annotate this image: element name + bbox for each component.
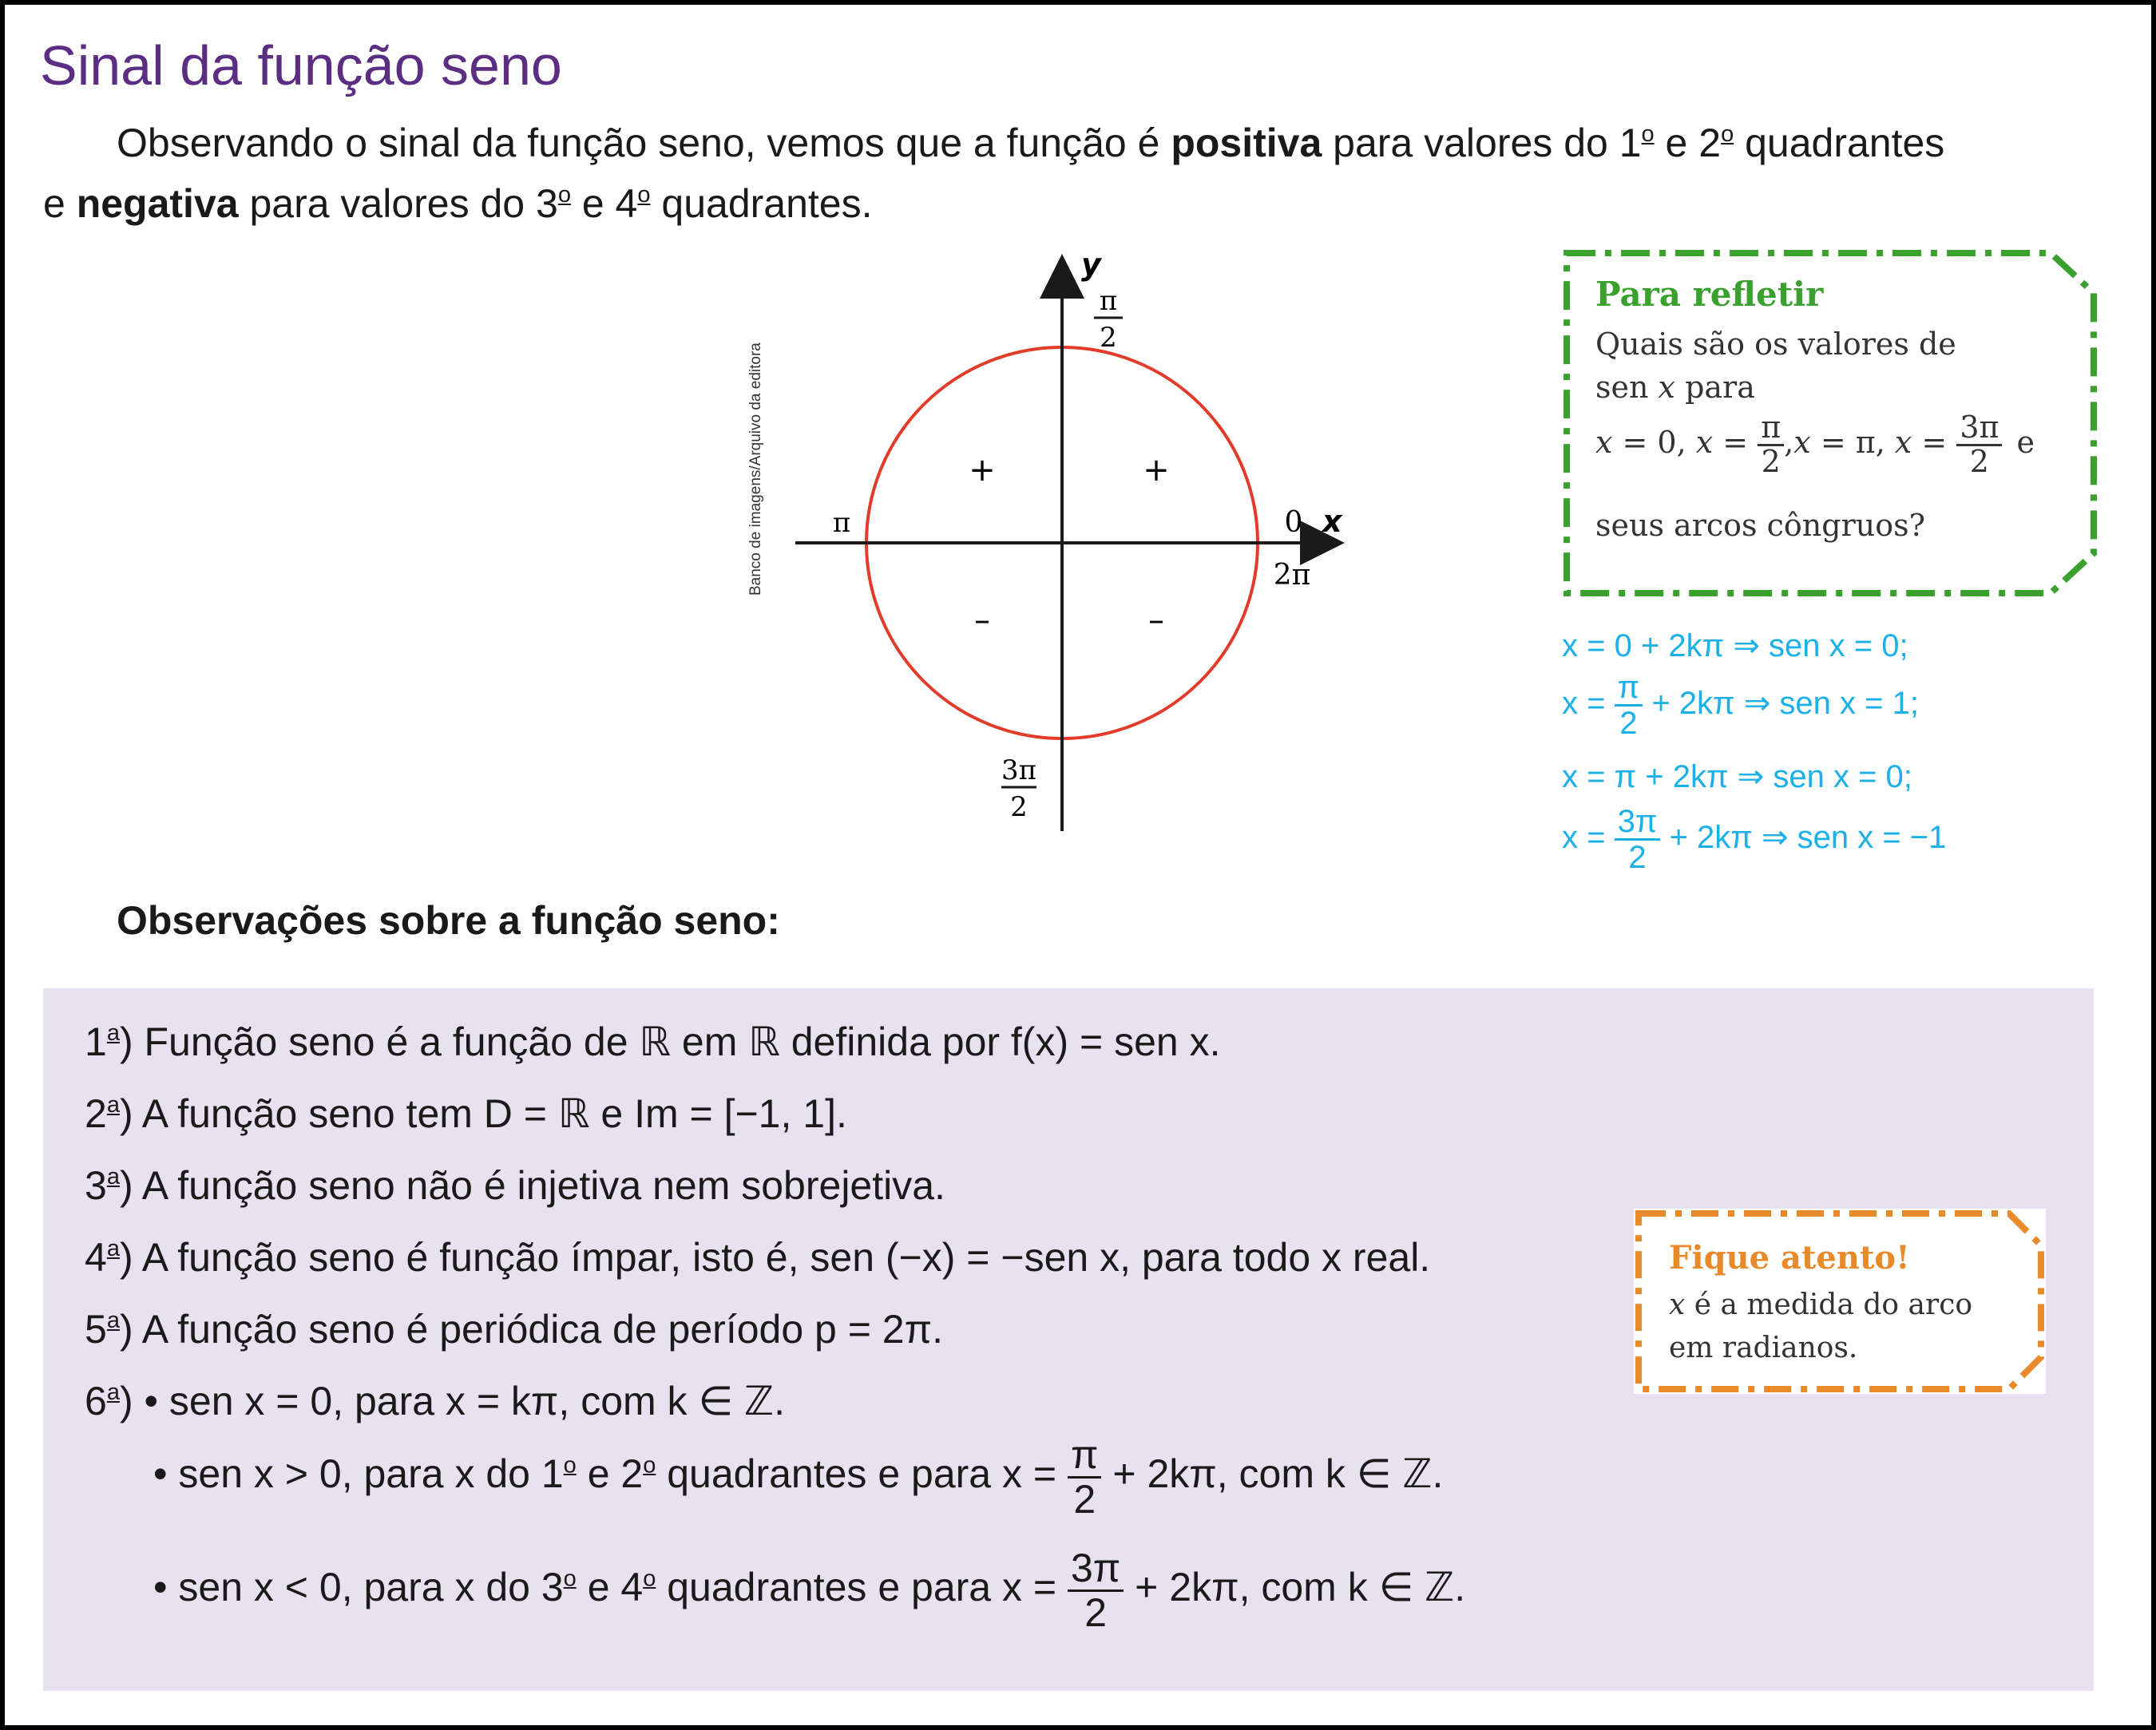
intro-text: Observando o sinal da função seno, vemos que a função é (117, 121, 1171, 165)
reflect-last-line: seus arcos côngruos? (1595, 508, 1925, 543)
frac-num: 3π (1615, 805, 1661, 841)
intro-text: para valores do 3 (238, 181, 558, 226)
answer-text: + 2kπ ⇒ sen x = 1; (1643, 686, 1919, 722)
math-var: x (1894, 424, 1912, 460)
obs-number: 1 (85, 1019, 107, 1064)
obs-text: • sen x < 0, para x do 3 (153, 1565, 564, 1610)
fraction (1068, 1547, 1124, 1633)
obs-text: quadrantes e para x = (656, 1565, 1068, 1610)
frac-den: 2 (1761, 443, 1781, 479)
obs-text: e 2 (576, 1451, 644, 1497)
attention-text (1669, 1284, 1972, 1370)
attention-title: Fique atento! (1669, 1239, 1910, 1277)
obs-text: + 2kπ, com k ∈ ℤ. (1101, 1451, 1444, 1497)
frac-num: π (1068, 1434, 1102, 1479)
page-title: Sinal da função seno (40, 34, 562, 97)
obs-number: 3 (85, 1163, 107, 1208)
obs-number: 6 (85, 1379, 107, 1423)
answer-1: x = 0 + 2kπ ⇒ sen x = 0; (1562, 628, 1908, 663)
math-text: = (1912, 424, 1957, 460)
obs-number: 5 (85, 1307, 107, 1352)
frac-den: 2 (1628, 840, 1647, 875)
ordinal-mark: o (563, 1452, 577, 1479)
ordinal-mark: a (106, 1236, 120, 1262)
intro-text: quadrantes. (650, 181, 873, 226)
ordinal-mark: o (563, 1566, 577, 1592)
math-text: = (1713, 424, 1758, 460)
intro-paragraph (43, 113, 2119, 234)
label-zero: 0 (1284, 506, 1303, 539)
observation-5 (85, 1306, 943, 1352)
image-credit: Banco de imagens/Arquivo da editora (747, 342, 764, 596)
reflect-equation (1595, 412, 2035, 478)
attention-line: em radianos. (1669, 1332, 1858, 1364)
observation-4 (85, 1234, 1430, 1281)
fraction (1615, 671, 1643, 740)
obs-text: ) A função seno tem D = ℝ e Im = [−1, 1]. (119, 1091, 847, 1136)
obs-text: ) A função seno é função ímpar, isto é, sen (−x) = −sen x, para todo x real. (119, 1235, 1431, 1280)
x-axis-label: x (1322, 504, 1342, 539)
ordinal-mark: o (557, 182, 571, 208)
reflect-line (1595, 366, 1956, 409)
fraction (1615, 805, 1661, 874)
quadrant-3-sign: – (974, 602, 990, 639)
frac-num: 3π (1068, 1547, 1124, 1592)
fraction (1068, 1434, 1102, 1520)
math-var: x (1595, 424, 1613, 460)
math-text: = π, (1810, 424, 1895, 460)
label-3pi-over-2-num: 3π (1001, 754, 1036, 786)
reflect-text: para (1674, 370, 1755, 405)
frac-num: π (1758, 412, 1784, 446)
answer-4 (1562, 805, 1946, 874)
quadrant-4-sign: – (1148, 602, 1164, 639)
fraction-3pi-over-2 (1956, 412, 2002, 478)
reflect-text: sen (1595, 370, 1659, 405)
intro-text: e 4 (570, 181, 638, 226)
ordinal-mark: o (637, 182, 651, 208)
ordinal-mark: o (1641, 121, 1655, 148)
math-var: x (1669, 1289, 1686, 1321)
math-text: = 0, (1612, 424, 1696, 460)
intro-text: quadrantes (1734, 121, 1945, 165)
frac-num: 3π (1956, 412, 2002, 446)
math-text: e (2016, 424, 2035, 460)
frac-num: π (1615, 671, 1643, 707)
quadrant-2-sign: + (969, 452, 996, 489)
label-pi-over-2-num: π (1099, 285, 1118, 317)
answer-text: x = (1562, 820, 1615, 856)
ordinal-mark: o (643, 1452, 656, 1479)
ordinal-mark: o (1721, 121, 1734, 148)
math-var: x (1695, 424, 1714, 460)
obs-text: + 2kπ, com k ∈ ℤ. (1124, 1565, 1466, 1610)
intro-text: para valores do 1 (1322, 121, 1642, 165)
frac-den: 2 (1619, 706, 1638, 741)
frac-den: 2 (1084, 1589, 1108, 1635)
intro-text: e 2 (1654, 121, 1722, 165)
attention-line-text: é a medida do arco (1685, 1289, 1973, 1321)
answer-3: x = π + 2kπ ⇒ sen x = 0; (1562, 759, 1912, 794)
ordinal-mark: o (643, 1566, 656, 1592)
obs-text: ) A função seno é periódica de período p = 2π. (119, 1307, 944, 1352)
label-3pi-over-2-den: 2 (1010, 791, 1028, 823)
reflect-title: Para refletir (1595, 275, 1824, 314)
ordinal-mark: a (106, 1092, 120, 1118)
obs-text: e 4 (576, 1565, 644, 1610)
y-axis-label: y (1081, 247, 1101, 282)
observation-6 (85, 1378, 785, 1424)
label-pi: π (832, 507, 851, 539)
obs-text: ) • sen x = 0, para x = kπ, com k ∈ ℤ. (119, 1379, 786, 1423)
answer-2 (1562, 671, 1919, 740)
obs-number: 4 (85, 1235, 107, 1280)
observation-3 (85, 1162, 945, 1209)
fraction-pi-over-2 (1758, 412, 1784, 478)
reflect-line: Quais são os valores de (1595, 327, 1956, 362)
reflect-question (1595, 323, 1956, 409)
obs-text: ) Função seno é a função de ℝ em ℝ definida por f(x) = sen x. (119, 1019, 1221, 1064)
observation-2 (85, 1091, 847, 1137)
ordinal-mark: a (106, 1020, 120, 1047)
intro-text: e (43, 181, 77, 226)
obs-text: ) A função seno não é injetiva nem sobrejetiva. (119, 1163, 945, 1208)
obs-text: • sen x > 0, para x do 1 (153, 1451, 564, 1497)
quadrant-1-sign: + (1143, 452, 1170, 489)
label-2pi: 2π (1273, 559, 1311, 592)
ordinal-mark: a (106, 1380, 120, 1406)
observation-1 (85, 1019, 1221, 1065)
math-var: x (1793, 424, 1811, 460)
ordinal-mark: a (106, 1308, 120, 1334)
math-text: , (1784, 424, 1794, 460)
answer-text: + 2kπ ⇒ sen x = −1 (1660, 820, 1947, 856)
unit-circle-diagram (747, 236, 1370, 843)
observations-heading: Observações sobre a função seno: (117, 898, 780, 943)
math-var: x (1658, 370, 1675, 405)
intro-bold-positive: positiva (1171, 121, 1322, 165)
ordinal-mark: a (106, 1164, 120, 1190)
attention-line (1669, 1284, 1972, 1327)
intro-bold-negative: negativa (76, 181, 239, 226)
frac-den: 2 (1969, 443, 1989, 479)
label-pi-over-2-den: 2 (1100, 322, 1117, 354)
obs-number: 2 (85, 1091, 107, 1136)
observation-6-bullet-3 (153, 1547, 1465, 1633)
answer-text: x = (1562, 686, 1615, 722)
frac-den: 2 (1073, 1476, 1096, 1522)
obs-text: quadrantes e para x = (656, 1451, 1068, 1497)
observation-6-bullet-2 (153, 1434, 1443, 1520)
